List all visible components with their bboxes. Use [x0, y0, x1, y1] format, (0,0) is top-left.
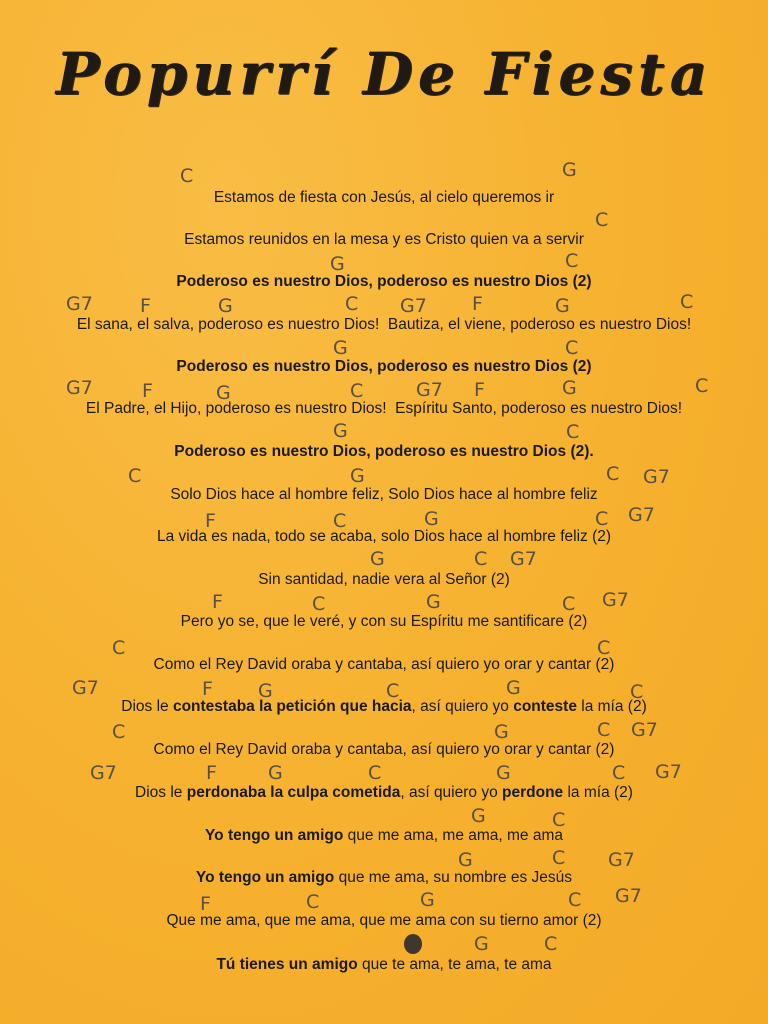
chord-label: C: [350, 380, 364, 402]
lyric-text: Como el Rey David oraba y cantaba, así quiero yo orar y cantar (2): [153, 656, 615, 673]
chord-label: C: [312, 593, 326, 615]
chord-label: G: [258, 680, 273, 702]
chord-label: C: [552, 847, 566, 869]
lyric-text-bold: Poderoso es nuestro Dios, poderoso es nuestro Dios (2).: [174, 443, 594, 460]
chord-label: G: [330, 253, 345, 275]
lyric-line: [0, 358, 768, 376]
lyric-text-bold: Yo tengo un amigo: [195, 869, 335, 886]
ink-blot: [404, 934, 422, 954]
lyric-line: [0, 231, 768, 249]
chord-label: G7: [510, 548, 537, 570]
chord-label: G7: [416, 379, 443, 401]
chord-label: G: [216, 382, 231, 404]
chord-label: C: [552, 809, 566, 831]
chord-label: G: [555, 295, 570, 317]
lyric-text: la mía (2): [563, 784, 633, 801]
chord-label: G7: [643, 466, 670, 488]
lyric-text-bold: Tú tienes un amigo: [216, 956, 358, 973]
lyric-line: [0, 571, 768, 589]
chord-label: C: [597, 637, 611, 659]
chord-label: C: [606, 463, 620, 485]
lyric-text-bold: Yo tengo un amigo: [204, 827, 344, 844]
chord-label: C: [345, 293, 359, 315]
chord-label: C: [112, 637, 126, 659]
chord-label: C: [562, 593, 576, 615]
lyric-text: Que me ama, que me ama, que me ama con su tierno amor (2): [166, 912, 602, 929]
lyric-text: Pero yo se, que le veré, y con su Espíritu me santificare (2): [180, 613, 588, 630]
lyric-line: [0, 528, 768, 546]
page-title: Popurrí De Fiesta: [55, 40, 713, 108]
chord-label: G: [424, 508, 439, 530]
lyric-text: que me ama, me ama, me ama: [343, 827, 563, 844]
lyric-text: El sana, el salva, poderoso es nuestro Dios! Bautiza, el viene, poderoso es nuestro Dios!: [76, 316, 692, 333]
chord-label: G7: [615, 885, 642, 907]
chord-label: G: [562, 377, 577, 399]
chord-label: C: [386, 680, 400, 702]
lyric-text: que te ama, te ama, te ama: [357, 956, 552, 973]
lyric-line: [0, 827, 768, 845]
chord-label: C: [595, 209, 609, 231]
chord-label: G7: [66, 293, 93, 315]
chord-label: F: [212, 591, 223, 613]
chord-label: C: [333, 510, 347, 532]
chord-label: G: [506, 677, 521, 699]
chord-label: G: [350, 465, 365, 487]
chord-label: F: [200, 893, 211, 915]
chord-label: G: [496, 762, 511, 784]
chord-label: C: [368, 762, 382, 784]
chord-label: C: [566, 421, 580, 443]
chord-label: G: [333, 337, 348, 359]
chord-label: C: [306, 891, 320, 913]
lyric-text-bold: conteste: [513, 698, 577, 715]
lyric-text: Estamos de fiesta con Jesús, al cielo queremos ir: [213, 189, 555, 206]
chord-label: C: [595, 508, 609, 530]
lyric-line: [0, 956, 768, 974]
chord-label: F: [140, 295, 151, 317]
chord-label: F: [142, 380, 153, 402]
chord-label: C: [128, 465, 142, 487]
lyric-text: Dios le: [121, 698, 173, 715]
lyric-text: Sin santidad, nadie vera al Señor (2): [258, 571, 510, 588]
lyric-text: , así quiero yo: [411, 698, 514, 715]
chord-label: C: [565, 337, 579, 359]
chord-label: G: [426, 591, 441, 613]
lyric-line: [0, 486, 768, 504]
chord-label: C: [474, 548, 488, 570]
lyric-line: [0, 400, 768, 418]
lyric-text: la mía (2): [576, 698, 647, 715]
lyric-line: [0, 869, 768, 887]
lyric-text-bold: perdonaba la culpa cometida: [186, 784, 401, 801]
chord-label: C: [112, 721, 126, 743]
chord-label: C: [612, 762, 626, 784]
chord-label: G7: [400, 295, 427, 317]
lyric-text-bold: perdone: [502, 784, 564, 801]
chord-label: G: [420, 889, 435, 911]
chord-label: G: [458, 849, 473, 871]
chord-label: G: [562, 159, 577, 181]
lyric-text: El Padre, el Hijo, poderoso es nuestro Dios! Espíritu Santo, poderoso es nuestro Dios!: [85, 400, 683, 417]
lyric-text-bold: Poderoso es nuestro Dios, poderoso es nuestro Dios (2): [176, 273, 592, 290]
lyric-text: Estamos reunidos en la mesa y es Cristo quien va a servir: [184, 231, 584, 248]
lyric-line: [0, 784, 768, 802]
chord-label: G7: [66, 377, 93, 399]
chord-label: F: [474, 379, 485, 401]
lyric-text: Como el Rey David oraba y cantaba, así quiero yo orar y cantar (2): [153, 741, 615, 758]
lyric-line: [0, 912, 768, 930]
chord-label: G7: [602, 589, 629, 611]
chord-label: G7: [72, 677, 99, 699]
lyric-line: [0, 273, 768, 291]
chord-label: C: [565, 250, 579, 272]
chord-label: G: [218, 295, 233, 317]
chord-label: G: [471, 805, 486, 827]
lyric-line: [0, 316, 768, 334]
chord-label: F: [202, 678, 213, 700]
lyric-text: que me ama, su nombre es Jesús: [334, 869, 573, 886]
chord-label: C: [544, 933, 558, 955]
chord-label: G7: [628, 504, 655, 526]
chord-label: C: [680, 291, 694, 313]
chord-label: C: [695, 375, 709, 397]
lyric-text: La vida es nada, todo se acaba, solo Dios hace al hombre feliz (2): [156, 528, 612, 545]
chord-label: C: [630, 681, 644, 703]
chord-label: C: [180, 165, 194, 187]
lyric-text-bold: contestaba la petición que hacia: [172, 698, 412, 715]
lyric-line: [0, 443, 768, 461]
chord-label: C: [568, 889, 582, 911]
chord-label: G: [474, 933, 489, 955]
chord-label: G7: [90, 762, 117, 784]
chord-label: G7: [608, 849, 635, 871]
chord-label: C: [597, 719, 611, 741]
chord-label: G: [268, 762, 283, 784]
lyric-line: [0, 613, 768, 631]
lyric-text-bold: Poderoso es nuestro Dios, poderoso es nuestro Dios (2): [176, 358, 592, 375]
lyric-line: [0, 741, 768, 759]
lyric-line: [0, 698, 768, 716]
chord-label: F: [472, 293, 483, 315]
chord-label: F: [205, 510, 216, 532]
chord-label: G7: [631, 719, 658, 741]
chord-label: G7: [655, 761, 682, 783]
lyric-line: [0, 189, 768, 207]
chord-label: G: [494, 721, 509, 743]
chord-label: G: [370, 548, 385, 570]
lyric-text: Solo Dios hace al hombre feliz, Solo Dios hace al hombre feliz: [170, 486, 598, 503]
chord-label: F: [206, 762, 217, 784]
lyric-text: , así quiero yo: [400, 784, 503, 801]
chord-label: G: [333, 420, 348, 442]
lyric-text: Dios le: [135, 784, 187, 801]
